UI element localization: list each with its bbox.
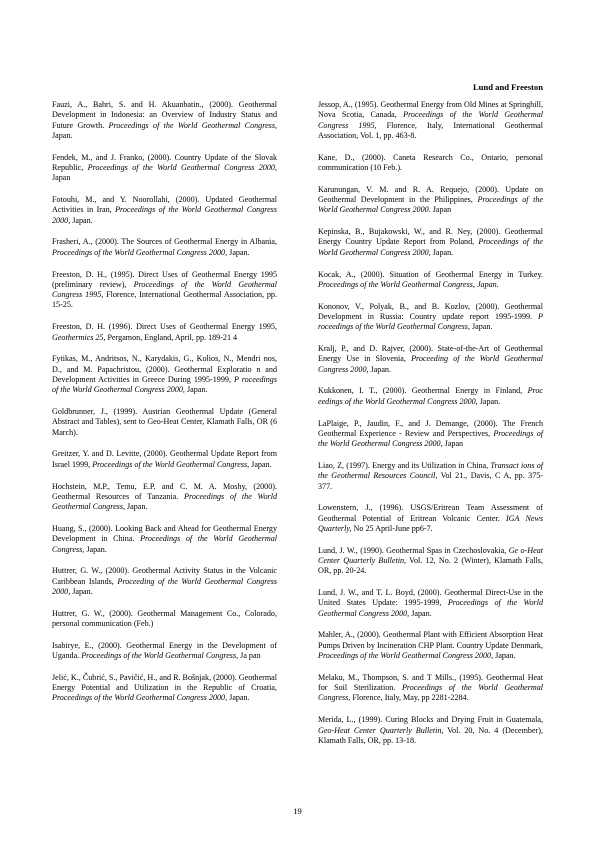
reference-source: Proc eedings of the World Geothermal Congress 2000, (318, 386, 543, 406)
page-number: 19 (293, 806, 302, 816)
reference-tail: Japan. (368, 364, 391, 374)
reference-entry (318, 302, 543, 333)
reference-source: Proceedings of the World Geothermal Congress, (108, 120, 277, 130)
reference-entry (52, 641, 277, 662)
reference-text: Isabirye, E., (2000). Geothermal Energy in the Development of Uganda. (52, 640, 277, 661)
reference-tail: Japan (430, 205, 452, 215)
reference-source: Proceedings of the World Geothermal Congress 1995, (52, 279, 277, 300)
reference-text: LaPlaige, P., Jaudin, F., and J. Demange, (2000). The French Geothermal Experience - Review and Perspectives, (318, 418, 543, 438)
reference-entry (52, 524, 277, 555)
reference-text: Kukkonen, I. T., (2000). Geothermal Energy in Finland, (318, 386, 528, 396)
reference-entry (318, 386, 543, 407)
references-right-column (318, 100, 543, 758)
reference-tail: Florence, Italy, May, pp 2281-2284. (350, 693, 469, 703)
reference-text: Huttrer, G. W., (2000). Geothermal Activity Status in the Volcanic Caribbean Islands, (52, 566, 277, 586)
reference-tail: Japan (52, 173, 71, 183)
reference-entry (52, 354, 277, 395)
running-head: Lund and Freeston (472, 82, 543, 92)
reference-entry (318, 100, 543, 141)
reference-entry (52, 153, 277, 184)
reference-text: Fotouhi, M., and Y. Noorollahi, (2000). Updated Geothermal Activities in Iran, (52, 195, 277, 215)
reference-tail: Japan. (469, 322, 493, 332)
reference-entry (52, 322, 277, 343)
reference-text: Liao, Z, (1997). Energy and its Utilization in China, (318, 460, 491, 470)
reference-text: Lund, J. W., and T. L. Boyd, (2000). Geothermal Direct-Use in the United States Update: 1995-1999, (318, 588, 543, 608)
reference-text: Jessop, A., (1995). Geothermal Energy from Old Mines at Springhill, Nova Scotia, Canada, (318, 100, 543, 120)
reference-tail: Florence, International Geothermal Association, pp. 15-25. (52, 290, 278, 310)
reference-tail: Vol 21., Davis, C A, pp. 375-377. (318, 471, 543, 491)
reference-entry (318, 461, 543, 492)
reference-source: Proceedings of the World Geothermal Congress 1995, (318, 110, 543, 130)
reference-source: Transact ions of the Geothermal Resources Council, (318, 460, 544, 481)
reference-source: Proceedings of the World Geothermal Congress, (52, 534, 277, 554)
reference-text: Huttrer, G. W., (2000). Geothermal Management Co., Colorado, personal communication (Feb.) (52, 608, 277, 628)
reference-source: Ge o-Heat Center Quarterly Bulletin, (318, 545, 543, 565)
reference-tail: Japan. (125, 502, 148, 512)
reference-text: Melaku, M., Thompson, S. and T Mills., (1995). Geothermal Heat for Soil Sterilization. (318, 672, 543, 693)
reference-text: Freeston, D. H., (1995). Direct Uses of Geothermal Energy 1995 (preliminary review), (52, 269, 277, 289)
reference-source: Proceeding of the World Geothermal Congress 2000, (318, 354, 543, 374)
reference-text: Mahler, A., (2000). Geothermal Plant with Efficient Absorption Heat Pumps Driven by Incineration CHP Plant. Country Update Denmark, (318, 630, 543, 650)
reference-source: Proceedings of the World Geothermal Congress 2000, (52, 247, 228, 257)
reference-source: Proceedings of the World Geothermal Congress 2000, (52, 205, 277, 225)
reference-text: Frasheri, A., (2000). The Sources of Geothermal Energy in Albania, (52, 237, 277, 247)
reference-tail: Japan. (477, 396, 501, 406)
reference-source: Proceedings of the World Geothermal Congress 2000. (318, 195, 543, 215)
reference-tail: Japan. (227, 247, 250, 257)
reference-source: Proceedings of the World Geothermal Congress 2000, (52, 693, 228, 703)
reference-tail: Japan (442, 439, 464, 449)
reference-tail: Ja pan (238, 651, 261, 661)
reference-tail: Florence, Italy, International Geothermal Association, Vol. 1, pp. 463-8. (318, 120, 543, 140)
reference-text: Kononov, V., Polyak, B., and B. Kozlov, (2000). Geothermal Development in Russia: Country update report 1995-1999. (318, 301, 543, 321)
reference-source: Geo-Heat Center Quarterly Bulletin, (318, 725, 444, 735)
reference-entry (318, 588, 543, 619)
reference-source: Proceedings of the World Geothermal Congress, (81, 651, 239, 661)
reference-entry (52, 195, 277, 226)
reference-source: Proceedings of the World Geothermal Congress 2000, (318, 237, 543, 257)
reference-tail: Japan. (70, 586, 93, 596)
reference-text: Lund, J. W., (1990). Geothermal Spas in Czechoslovakia, (318, 545, 509, 555)
reference-entry (318, 227, 543, 258)
reference-entry (52, 100, 277, 141)
reference-entry (318, 715, 543, 746)
reference-entry (318, 419, 543, 450)
reference-tail: Japan. (409, 608, 432, 618)
reference-text: Kocak, A., (2000). Situation of Geothermal Energy in Turkey. (318, 269, 543, 279)
reference-text: Fytikas, M., Andritsos, N., Karydakis, G., Kolios, N., Mendri nos, D., and M. Papachristou, (2000). Geothermal Exploratio n and Development Activities in Greece During 1995-1999, (52, 354, 277, 384)
reference-text: Kepinska, B., Bujakowski, W., and R. Ney, (2000). Geothermal Energy Country Update Report from Poland, (318, 227, 543, 247)
reference-entry (318, 630, 543, 661)
reference-entry (52, 609, 277, 630)
reference-entry (52, 482, 277, 513)
reference-entry (52, 673, 277, 704)
reference-text: Jelić, K., Čubrić, S., Pavičić, H., and R. Bošnjak, (2000). Geothermal Energy Potential and Utilization in the Republic of Croatia, (52, 672, 277, 693)
reference-tail: Japan. (430, 247, 454, 257)
reference-source: Proceedings of the World Geothermal Congress 2000, (318, 598, 543, 618)
reference-source: Proceedings of the World Geothermal Congress, (52, 491, 277, 512)
reference-tail: Japan. (493, 651, 516, 661)
reference-entry (52, 449, 277, 470)
reference-text: Huang, S., (2000). Looking Back and Ahead for Geothermal Energy Development in China. (52, 523, 277, 544)
reference-source: P roceedings of the World Geothermal Congress, (318, 311, 543, 332)
reference-source: Proceedings of the World Geothermal Congress, Japan. (318, 279, 499, 289)
reference-text: Karunungan, V. M. and R. A. Requejo, (2000). Update on Geothermal Development in the Philippines, (318, 184, 543, 205)
reference-tail: Japan. (52, 130, 73, 140)
reference-text: Greitzer, Y. and D. Levitte, (2000). Geothermal Update Report from Israel 1999, (52, 449, 277, 469)
reference-entry (318, 673, 543, 704)
reference-tail: Japan. (84, 544, 107, 554)
reference-entry (318, 344, 543, 375)
reference-entry (52, 566, 277, 597)
reference-text: Kralj, P., and D. Rajver, (2000). State-of-the-Art of Geothermal Energy Use in Slovenia, (318, 344, 543, 364)
reference-text: Hochstein, M.P., Temu, E.P. and C. M. A. Moshy, (2000). Geothermal Resources of Tanzania. (52, 481, 277, 501)
reference-source: Geothermics 25, (52, 332, 106, 342)
reference-text: Lowenstern, J., (1996). USGS/Eritrean Team Assessment of Geothermal Potential of Eritrean Volcanic Center. (318, 503, 543, 523)
reference-text: Fendek, M., and J. Franko, (2000). Country Update of the Slovak Republic, (52, 152, 277, 172)
reference-text: Freeston, D. H. (1996). Direct Uses of Geothermal Energy 1995, (52, 322, 277, 332)
reference-tail: Vol. 12, No. 2 (Winter), Klamath Falls, OR, pp. 20-24. (318, 556, 543, 576)
reference-tail: No 25 April-June pp6-7. (351, 523, 433, 533)
reference-text: Fauzi, A., Bahri, S. and H. Akuanbatin., (2000). Geothermal Development in Indonesia: an Overview of Industry Status and Future Growth. (52, 100, 277, 130)
reference-entry (52, 407, 277, 438)
reference-source: IGA News Quarterly, (318, 513, 543, 533)
reference-text: Kane, D., (2000). Caneta Research Co., Ontario, personal communication (10 Feb.). (318, 152, 543, 172)
reference-tail: Japan. (249, 459, 272, 469)
reference-source: P roceedings of the World Geothermal Congress 2000, (52, 374, 277, 395)
reference-entry (318, 546, 543, 577)
reference-tail: Japan. (70, 215, 93, 225)
reference-text: Goldbrunner, J., (1999). Austrian Geothermal Update (General Abstract and Tables), sent to Geo-Heat Center, Klamath Falls, OR (6 March). (52, 407, 277, 437)
reference-source: Proceedings of the World Geothermal Congress, (318, 683, 543, 703)
reference-entry (318, 270, 543, 291)
reference-entry (52, 270, 277, 311)
reference-entry (52, 237, 277, 258)
reference-tail: Japan. (227, 693, 250, 703)
reference-tail: Pergamon, England, April, pp. 189-21 4 (105, 332, 238, 342)
reference-entry (318, 503, 543, 534)
reference-tail: Japan. (184, 385, 208, 395)
reference-source: Proceedings of the World Geothermal Congress 2000, (318, 651, 494, 661)
references-left-column (52, 100, 277, 715)
reference-source: Proceedings of the World Geothermal Congress 2000, (318, 428, 543, 449)
reference-entry (318, 185, 543, 216)
reference-entry (318, 153, 543, 174)
reference-source: Proceeding of the World Geothermal Congress 2000, (52, 576, 277, 596)
reference-tail: Vol. 20, No. 4 (December), Klamath Falls, OR, pp. 13-18. (318, 725, 543, 745)
reference-source: Proceedings of the World Geothermal Congress 2000, (87, 162, 277, 172)
reference-source: Proceedings of the World Geothermal Congress, (92, 459, 250, 469)
reference-text: Merida, L., (1999). Curing Blocks and Drying Fruit in Guatemala, (318, 715, 543, 725)
